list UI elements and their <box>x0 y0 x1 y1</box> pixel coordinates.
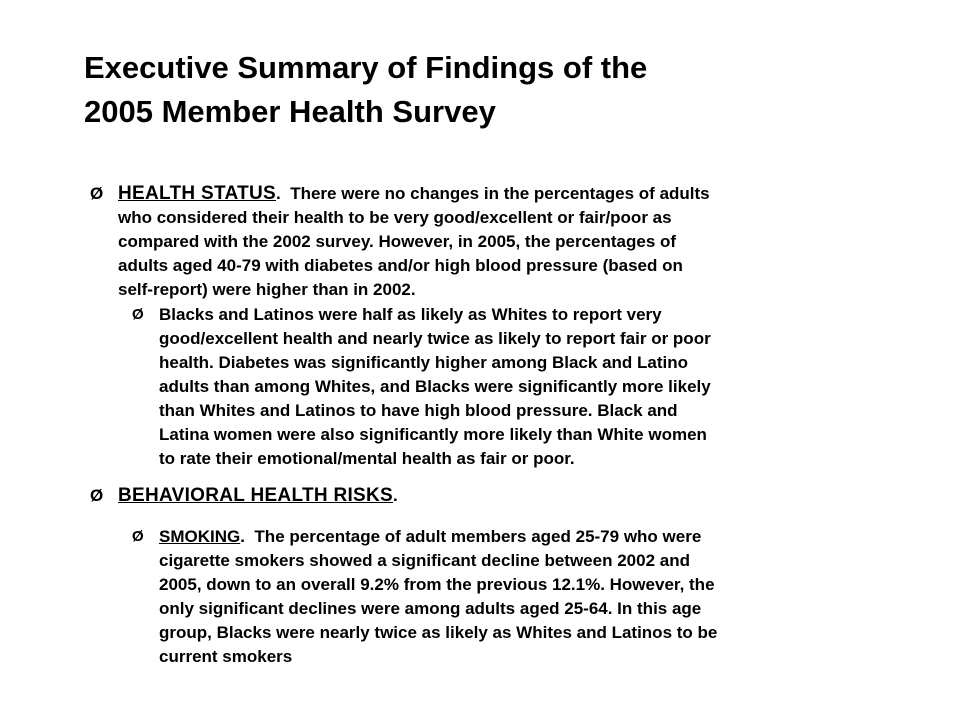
health-status-line-3: compared with the 2002 survey. However, in 2005, the percentages of <box>118 232 677 251</box>
race-disparities-line-2: good/excellent health and nearly twice as likely to report fair or poor <box>159 329 711 348</box>
bullet-health-status <box>90 182 920 302</box>
smoking-text <box>159 525 932 669</box>
slide-title-line-2: 2005 Member Health Survey <box>84 94 496 129</box>
health-status-line-2: who considered their health to be very good/excellent or fair/poor as <box>118 208 672 227</box>
smoking-heading-punct: . <box>240 527 245 546</box>
smoking-line-3: 2005, down to an overall 9.2% from the previous 12.1%. However, the <box>159 575 715 594</box>
smoking-first-line <box>159 525 932 549</box>
arrow-bullet-icon: Ø <box>132 306 144 323</box>
slide-title <box>84 46 904 134</box>
health-status-text <box>118 182 920 302</box>
race-disparities-line-3: health. Diabetes was significantly higher among Black and Latino <box>159 353 689 372</box>
behavioral-health-risks-heading-punct: . <box>393 486 398 505</box>
bullet-smoking <box>132 525 932 669</box>
race-health-disparities-text <box>159 303 932 471</box>
health-status-heading-punct: . <box>276 184 281 203</box>
race-disparities-line-5: than Whites and Latinos to have high blood pressure. Black and <box>159 401 678 420</box>
health-status-line-4: adults aged 40-79 with diabetes and/or high blood pressure (based on <box>118 256 683 275</box>
race-disparities-line-1: Blacks and Latinos were half as likely as Whites to report very <box>159 305 662 324</box>
race-disparities-line-6: Latina women were also significantly more likely than White women <box>159 425 707 444</box>
arrow-bullet-icon: Ø <box>90 486 104 505</box>
behavioral-health-risks-heading: BEHAVIORAL HEALTH RISKS <box>118 485 394 506</box>
slide-title-line-1: Executive Summary of Findings of the <box>84 50 648 85</box>
behavioral-health-risks-heading-line <box>118 484 920 508</box>
arrow-bullet-icon: Ø <box>132 528 144 545</box>
race-disparities-line-4: adults than among Whites, and Blacks were significantly more likely <box>159 377 711 396</box>
arrow-bullet-icon: Ø <box>90 184 104 203</box>
bullet-race-health-disparities <box>132 303 932 471</box>
smoking-heading: SMOKING <box>159 527 241 546</box>
smoking-line-2: cigarette smokers showed a significant decline between 2002 and <box>159 551 690 570</box>
smoking-line-1: The percentage of adult members aged 25-79 who were <box>254 527 702 546</box>
health-status-first-line <box>118 182 920 206</box>
health-status-heading: HEALTH STATUS <box>118 183 276 204</box>
smoking-line-6: current smokers <box>159 647 293 666</box>
race-disparities-line-7: to rate their emotional/mental health as fair or poor. <box>159 449 575 468</box>
health-status-line-5: self-report) were higher than in 2002. <box>118 280 416 299</box>
behavioral-health-risks-text <box>118 484 920 508</box>
health-status-line-1: There were no changes in the percentages of adults <box>290 184 710 203</box>
smoking-line-5: group, Blacks were nearly twice as likely as Whites and Latinos to be <box>159 623 718 642</box>
bullet-behavioral-health-risks <box>90 484 920 508</box>
smoking-line-4: only significant declines were among adults aged 25-64. In this age <box>159 599 702 618</box>
